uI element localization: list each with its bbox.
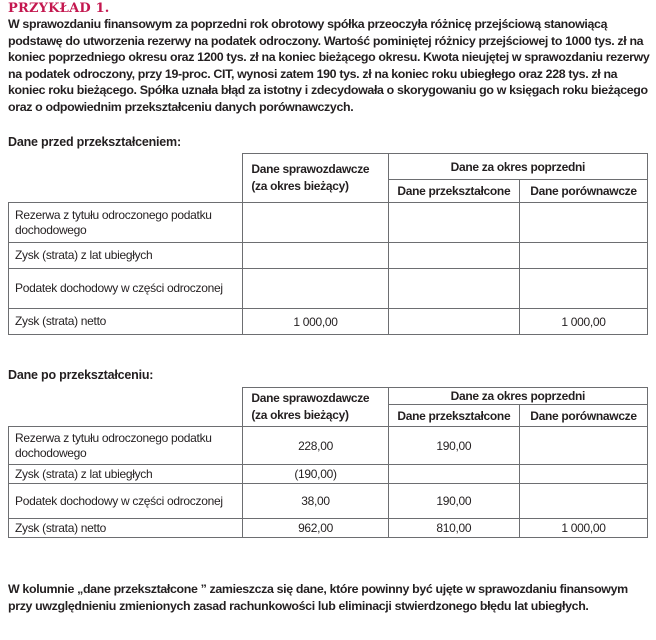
cell-restated: 190,00: [388, 427, 519, 465]
table-after-caption: Dane po przekształceniu:: [8, 368, 154, 382]
table-row: [9, 465, 648, 484]
cell-reporting: 1 000,00: [243, 309, 388, 335]
cell-restated: [388, 203, 519, 243]
header-prior-period: Dane za okres poprzedni: [388, 154, 647, 180]
cell-comparative: [519, 269, 647, 309]
table-row: [9, 484, 648, 519]
header-restated: Dane przekształcone: [388, 180, 519, 203]
cell-restated: [388, 309, 519, 335]
table-row: [9, 427, 648, 465]
cell-comparative: [519, 203, 647, 243]
cell-reporting: 228,00: [243, 427, 388, 465]
table-row: [9, 269, 648, 309]
row-label: Rezerwa z tytułu odroczonego podatku dochodowego: [9, 427, 243, 465]
header-comparative: Dane porównawcze: [519, 405, 647, 427]
header-comparative: Dane porównawcze: [519, 180, 647, 203]
row-label: Zysk (strata) netto: [9, 519, 243, 538]
table-before: [8, 153, 648, 335]
cell-restated: 190,00: [388, 484, 519, 519]
header-restated: Dane przekształcone: [388, 405, 519, 427]
row-label: Zysk (strata) z lat ubiegłych: [9, 465, 243, 484]
row-label: Rezerwa z tytułu odroczonego podatku dochodowego: [9, 203, 243, 243]
cell-reporting: 38,00: [243, 484, 388, 519]
header-reporting: Dane sprawozdawcze (za okres bieżący): [243, 154, 388, 203]
row-label: Zysk (strata) netto: [9, 309, 243, 335]
header-reporting: Dane sprawozdawcze (za okres bieżący): [243, 388, 388, 427]
cell-reporting: [243, 269, 388, 309]
cell-reporting: [243, 203, 388, 243]
header-prior-period: Dane za okres poprzedni: [388, 388, 647, 405]
cell-restated: [388, 269, 519, 309]
intro-paragraph: W sprawozdaniu finansowym za poprzedni rok obrotowy spółka przeoczyła różnicę przejściową stanowiącą podstawę do utworzenia rezerwy na podatek odroczony. Wartość pominiętej różnicy przejściowej to 1000 tys. zł na koniec poprzedniego okresu oraz 1200 tys. zł na koniec bieżącego okresu. Kwota nieujętej w sprawozdaniu rezerwy na podatek odroczony, przy 19-proc. CIT, wynosi zatem 190 tys. zł na koniec roku ubiegłego oraz 228 tys. zł na koniec roku bieżącego. Spółka uznała błąd za istotny i zdecydowała o skorygowaniu go w księgach roku bieżącego oraz o odpowiednim przekształceniu danych porównawczych.: [8, 17, 650, 114]
cell-reporting: (190,00): [243, 465, 388, 484]
header-blank: [9, 388, 243, 427]
cell-restated: [388, 465, 519, 484]
table-row: [9, 203, 648, 243]
header-blank: [9, 154, 243, 203]
cell-restated: 810,00: [388, 519, 519, 538]
table-row: [9, 519, 648, 538]
cell-comparative: [519, 243, 647, 269]
row-label: Podatek dochodowy w części odroczonej: [9, 269, 243, 309]
cell-reporting: 962,00: [243, 519, 388, 538]
cell-comparative: [519, 427, 647, 465]
table-after: [8, 387, 648, 538]
outro-paragraph: W kolumnie „dane przekształcone ” zamieszcza się dane, które powinny być ujęte w sprawozdaniu finansowym przy uwzględnieniu zmienionych zasad rachunkowości lub eliminacji stwierdzonego błędu lat ubiegłych.: [8, 582, 628, 613]
table-row: [9, 309, 648, 335]
cell-comparative: 1 000,00: [519, 519, 647, 538]
row-label: Podatek dochodowy w części odroczonej: [9, 484, 243, 519]
cell-comparative: [519, 484, 647, 519]
table-row: [9, 243, 648, 269]
cell-restated: [388, 243, 519, 269]
cell-reporting: [243, 243, 388, 269]
row-label: Zysk (strata) z lat ubiegłych: [9, 243, 243, 269]
cell-comparative: [519, 465, 647, 484]
example-title: PRZYKŁAD 1.: [8, 1, 110, 16]
cell-comparative: 1 000,00: [519, 309, 647, 335]
table-before-caption: Dane przed przekształceniem:: [8, 135, 181, 149]
